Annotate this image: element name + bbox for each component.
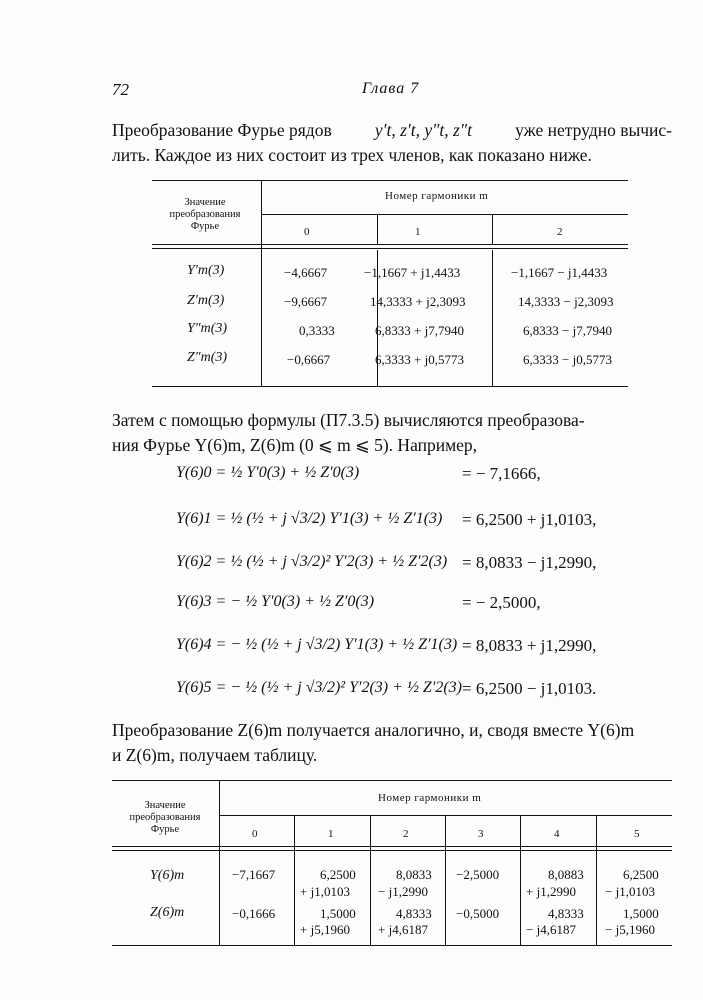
table1-cell: 0,3333	[299, 323, 335, 338]
para3-line1: Преобразование Z(6)m получается аналогично, и, сводя вместе Y(6)m	[112, 720, 635, 740]
table1-cell: 6,3333 + j0,5773	[375, 352, 464, 367]
table1-cell: 14,3333 + j2,3093	[370, 294, 466, 309]
table2-harmonic-label: Номер гармоники m	[378, 792, 482, 804]
table2-cell: 4,8333	[396, 906, 432, 921]
table1-cell: 6,3333 − j0,5773	[523, 352, 612, 367]
table2-row-label: Y(6)m	[150, 868, 185, 883]
para2-line1: Затем с помощью формулы (П7.3.5) вычисляются преобразова-	[112, 410, 585, 430]
table2-cell: − j1,0103	[605, 884, 655, 899]
equation-lhs: Y(6)5 = − ½ (½ + j √3/2)² Y′2(3) + ½ Z′2(3)	[176, 679, 462, 696]
equation-lhs: Y(6)0 = ½ Y′0(3) + ½ Z′0(3)	[176, 464, 360, 481]
table2-cell: −0,5000	[456, 906, 500, 921]
table2-cell: − j4,6187	[526, 922, 576, 937]
table1-cell: −1,1667 − j1,4433	[511, 265, 608, 280]
table2-cell: + j1,2990	[526, 884, 576, 899]
table1-col-1: 1	[415, 226, 421, 238]
equation-lhs: Y(6)1 = ½ (½ + j √3/2) Y′1(3) + ½ Z′1(3)	[176, 510, 443, 527]
chapter-title: Глава 7	[362, 80, 420, 97]
equation-rhs: = − 7,1666,	[462, 464, 541, 483]
table2-row-label: Z(6)m	[150, 905, 185, 920]
table2-cell: 1,5000	[320, 906, 356, 921]
table2-cell: − j5,1960	[605, 922, 655, 937]
table2-header-label: Значение преобразования Фурье	[129, 800, 201, 835]
table1-row-label: Y″m(3)	[187, 321, 228, 336]
equation-lhs: Y(6)2 = ½ (½ + j √3/2)² Y′2(3) + ½ Z′2(3)	[176, 553, 448, 570]
table1-harmonic-label: Номер гармоники m	[385, 190, 489, 202]
table1-row-label: Z′m(3)	[187, 293, 225, 308]
table2-cell: + j5,1960	[300, 922, 350, 937]
table2-col-2: 2	[403, 828, 409, 840]
para3-line2: и Z(6)m, получаем таблицу.	[112, 745, 318, 765]
table2-cell: 6,2500	[320, 867, 356, 882]
table2-cell: + j1,0103	[300, 884, 350, 899]
table2-col-4: 4	[554, 828, 560, 840]
table1-cell: −4,6667	[284, 265, 328, 280]
table2-cell: + j4,6187	[378, 922, 428, 937]
table1-cell: −9,6667	[284, 294, 328, 309]
table1-row-label: Y′m(3)	[187, 263, 225, 278]
table2-col-3: 3	[478, 828, 484, 840]
table2-col-0: 0	[252, 828, 258, 840]
table1-col-0: 0	[304, 226, 310, 238]
table2-cell: − j1,2990	[378, 884, 428, 899]
table1-cell: 6,8333 + j7,7940	[375, 323, 464, 338]
table2-cell: −2,5000	[456, 867, 500, 882]
paragraph-3	[112, 718, 672, 768]
table2-cell: −7,1667	[232, 867, 276, 882]
table2-cell: 8,0883	[548, 867, 584, 882]
table1-cell: −1,1667 + j1,4433	[364, 265, 461, 280]
table2-col-5: 5	[634, 828, 640, 840]
table2-cell: 1,5000	[623, 906, 659, 921]
table1-cell: −0,6667	[287, 352, 331, 367]
para1-line2: лить. Каждое из них состоит из трех членов, как показано ниже.	[112, 145, 592, 165]
table1-cell: 14,3333 − j2,3093	[518, 294, 614, 309]
table1-header-label: Значение преобразования Фурье	[169, 197, 241, 232]
table2-cell: 4,8333	[548, 906, 584, 921]
para1-line1-pre: Преобразование Фурье рядов	[112, 120, 332, 140]
equation-rhs: = 8,0833 + j1,2990,	[462, 636, 597, 655]
table1-col-2: 2	[557, 226, 563, 238]
table2-cell: −0,1666	[232, 906, 276, 921]
table2-cell: 8,0833	[396, 867, 432, 882]
page-number: 72	[112, 80, 129, 99]
para1-line1-post: уже нетрудно вычис-	[515, 120, 672, 140]
table2-col-1: 1	[328, 828, 334, 840]
equation-rhs: = 6,2500 − j1,0103.	[462, 679, 597, 698]
equation-lhs: Y(6)3 = − ½ Y′0(3) + ½ Z′0(3)	[176, 593, 375, 610]
equation-rhs: = 6,2500 + j1,0103,	[462, 510, 597, 529]
para2-line2: ния Фурье Y(6)m, Z(6)m (0 ⩽ m ⩽ 5). Например,	[112, 435, 478, 455]
paragraph-1	[112, 118, 672, 168]
equation-rhs: = − 2,5000,	[462, 593, 541, 612]
equation-lhs: Y(6)4 = − ½ (½ + j √3/2) Y′1(3) + ½ Z′1(3)	[176, 636, 458, 653]
table1-cell: 6,8333 − j7,7940	[523, 323, 612, 338]
equation-rhs: = 8,0833 − j1,2990,	[462, 553, 597, 572]
para1-symbols: y′t, z′t, y″t, z″t	[374, 120, 472, 140]
table1-row-label: Z″m(3)	[187, 350, 228, 365]
paragraph-2	[112, 408, 672, 458]
table2-cell: 6,2500	[623, 867, 659, 882]
